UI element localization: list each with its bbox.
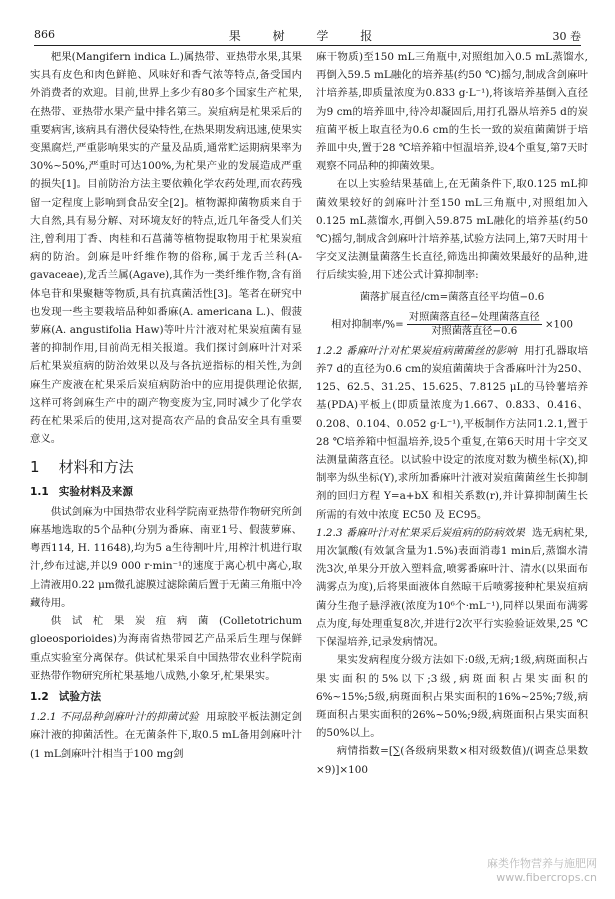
running-header	[34, 26, 581, 46]
fraction-denominator: 对照菌落直径−0.6	[431, 325, 518, 337]
paragraph-body: 选无病杧果,用次氯酸(有效氯含量为1.5%)表面消毒1 min后,蒸馏水清洗3次,单果分开放入塑料盒,喷雾番麻叶汁、清水(以果面布满雾点为度),后将果面液体自然晾干后喷雾接种杧果炭疽病菌分生孢子悬浮液(浓度为10⁶个·mL⁻¹),同样以果面布满雾点为度,每处理重复8次,并进行2次平行实验验证效果,25 ℃下保湿培养,记录发病情况。	[316, 526, 588, 649]
pathogen-paragraph: 供试杧果炭疽病菌(Colletotrichum gloeosporioides)为海南省热带园艺产品采后生理与保鲜重点实验室分离保存。供试杧果采自中国热带农业科学院南亚热带作物研究所杧果基地八成熟,小象牙,杧果果实。	[30, 615, 302, 682]
page-number: 866	[34, 28, 55, 41]
method-paragraph-1-2-2	[316, 342, 588, 524]
right-column	[316, 48, 588, 779]
watermark	[487, 857, 597, 885]
formula-fraction	[407, 311, 542, 338]
subsection-title: 试验方法	[58, 690, 102, 703]
paragraph-body: 用打孔器取培养7 d的直径为0.6 cm的炭疽菌菌块于含番麻叶汁为250、125、62.5、31.25、15.625、7.8125 μL的马铃薯培养基(PDA)平板上(即质量浓度为1.667、0.833、0.416、0.208、0.104、0.052 g·L⁻¹),平板制作方法同1.2.1,置于28 ℃培养箱中恒温培养,设5个重复,在第6天时用十字交叉法测量菌落直径。以试验中设定的浓度对数为横坐标(X),抑制率为纵坐标(Y),求所加番麻叶汁液对炭疽菌菌丝生长抑制剂的回归方程 Y=a+bX 和相关系数(r),并计算抑制菌生长所需的有效中浓度 EC50 及 EC95。	[316, 344, 588, 521]
grading-paragraph: 果实发病程度分级方法如下:0级,无病;1级,病斑面积占果实面积的5%以下;3级,病斑面积占果实面积的6%~15%;5级,病斑面积占果实面积的16%~25%;7级,病斑面积占果实面积的26%~50%;9级,病斑面积占果实面积的50%以上。	[316, 654, 588, 740]
subsubsection-heading: 1.2.1 不同品种剑麻叶汁的抑菌试验	[30, 711, 199, 724]
volume-label: 30 卷	[552, 30, 581, 43]
watermark-line-2: www.fibercrops.cn	[496, 871, 597, 884]
materials-paragraph: 供试剑麻为中国热带农业科学院南亚热带作物研究所剑麻基地选取的5个品种(分别为番麻、南亚1号、假菠萝麻、粤西114, H. 11648),均为5 a生待割叶片,用榨汁机进行取汁,纱布过滤,并以9 000 r·min⁻¹的速度于离心机中离心,取上清液用0.22 μm微孔滤膜过滤除菌后置于无菌三角瓶中冷藏待用。	[30, 505, 302, 609]
formula-rhs: ×100	[544, 319, 573, 331]
screening-paragraph: 在以上实验结果基础上,在无菌条件下,取0.125 mL抑菌效果较好的剑麻叶汁至150 mL三角瓶中,对照组加入0.125 mL蒸馏水,再倒入59.875 mL融化的培养基(约50 ℃)摇匀,制成含剑麻叶汁培养基,试验方法同上,第7天时用十字交叉法测量菌落生长直径,筛选出抑菌效果最好的品种,进行后续实验,用下述公式计算抑制率:	[316, 178, 588, 282]
intro-paragraph: 杷果(Mangifern indica L.)属热带、亚热带水果,其果实具有皮色和肉色鲜艳、风味好和香气浓等特点,备受国内外消费者的欢迎。目前,世界上多少有80多个国家生产杧果,在热带、亚热带水果产量中排名第三。炭疽病是杧果采后的重要病害,该病具有潜伏侵染特性,在热果期发病迅速,使果实变黑腐烂,严重影响果实的产量及品质,通常贮运期病果率为30%~50%,严重时可达100%,为杧果产业的发展造成严重的损失[1]。目前防治方法主要依赖化学农药处理,而农药残留一定程度上影响到食品安全[2]。植物源抑菌物质来自于大自然,具有易分解、对环境友好的特点,近几年备受人们关注,曾利用丁香、肉桂和石菖蒲等植物提取物用于杧果炭疽病的防治。剑麻是叶纤维作物的俗称,属于龙舌兰科(A-gavaceae),龙舌兰属(Agave),其作为一类纤维作物,含有甾体皂苷和果聚糖等物质,具有抗真菌活性[3]。笔者在研究中也发现一些主要栽培品种如番麻(A. americana L.)、假菠萝麻(A. angustifolia Haw)等叶片汁液对杧果炭疽菌有显著的抑制作用,目前尚无相关报道。我们探讨剑麻叶汁对采后杧果炭疽病的防治效果以及与各抗逆指标的相关性,为剑麻生产废液在杧果采后炭疽病防治中的应用提供理论依据,这样可将剑麻生产中的副产物变废为宝,同时减少了化学农药在杧果采后的使用,这对提高农产品的食品安全具有重要意义。	[30, 51, 302, 446]
formula-lhs: 相对抑制率/%=	[331, 319, 404, 331]
fraction-numerator: 对照菌落直径−处理菌落直径	[408, 311, 540, 323]
subsubsection-heading: 1.2.2 番麻叶汁对杧果炭疽病菌菌丝的影响	[316, 344, 517, 357]
journal-title: 果 树 学 报	[228, 29, 387, 43]
section-number: 1	[30, 458, 40, 477]
subsection-title: 实验材料及来源	[58, 485, 133, 498]
continued-paragraph: 麻干物质)至150 mL三角瓶中,对照组加入0.5 mL蒸馏水,再倒入59.5 mL融化的培养基(约50 ℃)摇匀,制成含剑麻叶汁培养基,即质量浓度为0.833 g·L⁻¹),将该培养基倒入直径为9 cm的培养皿中,待冷却凝固后,用打孔器从培养5 d的炭疽菌平板上取直径为0.6 cm的生长一致的炭疽菌菌饼于培养皿中央,置于28 ℃培养箱中恒温培养,设4个重复,第7天时观察不同品种的抑菌效果。	[316, 51, 588, 173]
subsection-number: 1.1	[30, 485, 49, 498]
disease-index-formula: 病情指数=[∑(各级病果数×相对级数值)/(调查总果数×9)]×100	[316, 745, 588, 776]
paragraph-body: 用琼胶平板法测定剑麻汁液的抑菌活性。在无菌条件下,取0.5 mL备用剑麻叶汁(1 mL剑麻叶汁相当于100 mg剑	[30, 711, 303, 760]
formula-inhibition-rate	[316, 311, 588, 338]
subsection-heading-1-1	[30, 483, 302, 501]
subsection-number: 1.2	[30, 690, 49, 703]
subsubsection-heading: 1.2.3 番麻叶汁对杧果采后炭疽病的防病效果	[316, 526, 526, 539]
left-column	[30, 48, 302, 763]
subsection-heading-1-2	[30, 688, 302, 706]
section-title: 材料和方法	[58, 458, 134, 477]
section-heading-1	[30, 458, 302, 476]
method-paragraph-1-2-3	[316, 524, 588, 651]
method-paragraph-1-2-1	[30, 708, 302, 763]
watermark-line-1: 麻类作物营养与施肥网	[487, 857, 597, 870]
formula-colony-diameter: 菌落扩展直径/cm=菌落直径平均值−0.6	[359, 291, 545, 303]
